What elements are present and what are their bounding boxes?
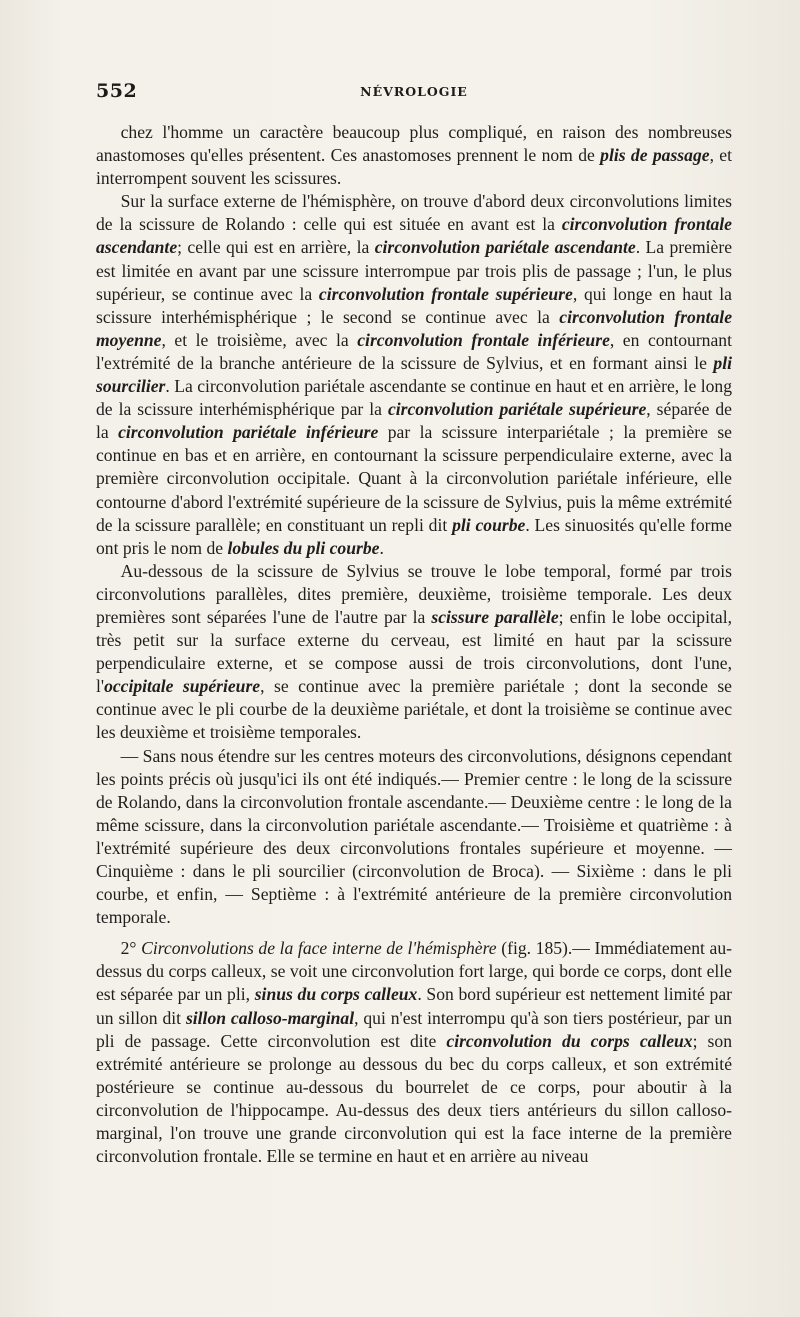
text-run: , se continue avec la première pariétale ; dont la seconde se continue avec le pli courbe de la deuxième pariétale, et dont la troisième se continue avec les deuxième et troisième temporales.	[96, 676, 732, 743]
paragraph	[96, 937, 732, 1168]
italic-term: Circonvolutions de la face interne de l'hémisphère	[141, 938, 497, 959]
text-run: , qui n'est interrompu qu'à son tiers postérieur, par un pli de passage. Cette circonvolution est dite	[96, 1007, 733, 1051]
paragraph	[96, 121, 732, 190]
text-run: , qui longe en haut la scissure interhémisphérique ; le second se continue avec la	[96, 283, 732, 327]
italic-term: circonvolution pariétale supérieure	[387, 399, 647, 420]
italic-term: occipitale supérieure	[104, 676, 261, 697]
italic-term: pli sourcilier	[96, 352, 732, 397]
italic-term: circonvolution pariétale inférieure	[118, 422, 379, 443]
italic-term: circonvolution pariétale ascendante	[374, 237, 636, 258]
text-run: . Les sinuosités qu'elle forme ont pris le nom de	[96, 514, 732, 558]
paragraph	[96, 745, 732, 930]
italic-term: circonvolution frontale ascendante	[96, 214, 732, 258]
italic-term: lobules du pli courbe	[227, 537, 380, 558]
body-text	[96, 121, 732, 1168]
text-run: ; celle qui est en arrière, la	[177, 237, 375, 258]
italic-term: scissure parallèle	[431, 606, 559, 627]
text-run: . Son bord supérieur est nettement limité par un sillon dit	[96, 984, 732, 1028]
text-run: , et le troisième, avec la	[161, 329, 358, 350]
text-run: par la scissure interpariétale ; la première se continue en bas et en arrière, en contournant la scissure perpendiculaire externe, avec la première circonvolution occipitale. Quant à la circonvolution pariétale inférieure, elle contourne d'abord l'extrémité supérieure de la scissure de Sylvius, puis la même extrémité de la scissure parallèle; en constituant un repli dit	[96, 422, 732, 535]
text-run: (fig. 185).— Immédiatement au-dessus du corps calleux, se voit une circonvolution fort large, qui borde ce corps, dont elle est séparée par un pli,	[96, 938, 732, 1005]
text-run: ; son extrémité antérieure se prolonge au dessous du bec du corps calleux, et son extrémité postérieure se continue au-dessous du bourrelet de ce corps, pour aboutir à la circonvolution de l'hippocampe. Au-dessus des deux tiers antérieurs du sillon calloso-marginal, l'on trouve une grande circonvolution qui est la face interne de la première circonvolution frontale. Elle se termine en haut et en arrière au niveau	[96, 1030, 732, 1167]
text-run: Au-dessous de la scissure de Sylvius se trouve le lobe temporal, formé par trois circonvolutions parallèles, dites première, deuxième, troisième temporale. Les deux premières sont séparées l'une de l'autre par la	[96, 560, 732, 627]
italic-term: plis de passage	[600, 145, 710, 166]
text-run: , séparée de la	[96, 399, 732, 443]
text-run: Sur la surface externe de l'hémisphère, on trouve d'abord deux circonvolutions limites de la scissure de Rolando : celle qui est située en avant est la	[96, 191, 732, 235]
italic-term: sinus du corps calleux	[254, 984, 418, 1005]
text-run: . La première est limitée en avant par une scissure interrompue par trois plis de passage ; l'un, le plus supérieur, se continue avec la	[96, 237, 732, 304]
italic-term: circonvolution frontale supérieure	[318, 283, 573, 304]
paragraph	[96, 560, 732, 745]
text-run: 2°	[120, 938, 142, 959]
italic-term: sillon calloso-marginal	[185, 1007, 355, 1028]
page-number: 552	[96, 80, 138, 102]
text-run: .	[379, 537, 384, 558]
text-run: chez l'homme un caractère beaucoup plus compliqué, en raison des nombreuses anastomoses qu'elles présentent. Ces anastomoses prennent le nom de	[96, 122, 732, 166]
italic-term: circonvolution du corps calleux	[446, 1030, 693, 1051]
running-head: NÉVROLOGIE	[360, 84, 468, 99]
text-run: , en contournant l'extrémité de la branche antérieure de la scissure de Sylvius, et en formant ainsi le	[96, 329, 732, 373]
text-run: ; enfin le lobe occipital, très petit sur la surface externe du cerveau, est limité en haut par la scissure perpendiculaire externe, et se compose aussi de trois circonvolutions, dont l'une, l'	[96, 606, 732, 697]
text-run: . La circonvolution pariétale ascendante se continue en haut et en arrière, le long de la scissure interhémisphérique par la	[96, 376, 732, 420]
italic-term: pli courbe	[452, 514, 526, 535]
italic-term: circonvolution frontale inférieure	[357, 329, 610, 350]
paragraph	[96, 190, 732, 560]
text-run: , et interrompent souvent les scissures.	[96, 145, 732, 189]
italic-term: circonvolution frontale moyenne	[96, 306, 732, 350]
page-header	[96, 80, 732, 110]
text-run: — Sans nous étendre sur les centres moteurs des circonvolutions, désignons cependant les points précis où jusqu'ici ils ont été indiqués.— Premier centre : le long de la scissure de Rolando, dans la circonvolution frontale ascendante.— Deuxième centre : le long de la même scissure, dans la circonvolution pariétale ascendante.— Troisième et quatrième : à l'extrémité supérieure des deux circonvolutions frontales supérieure et moyenne. — Cinquième : dans le pli sourcilier (circonvolution de Broca). — Sixième : dans le pli courbe, et enfin, — Septième : à l'extrémité antérieure de la première circonvolution temporale.	[96, 745, 732, 928]
